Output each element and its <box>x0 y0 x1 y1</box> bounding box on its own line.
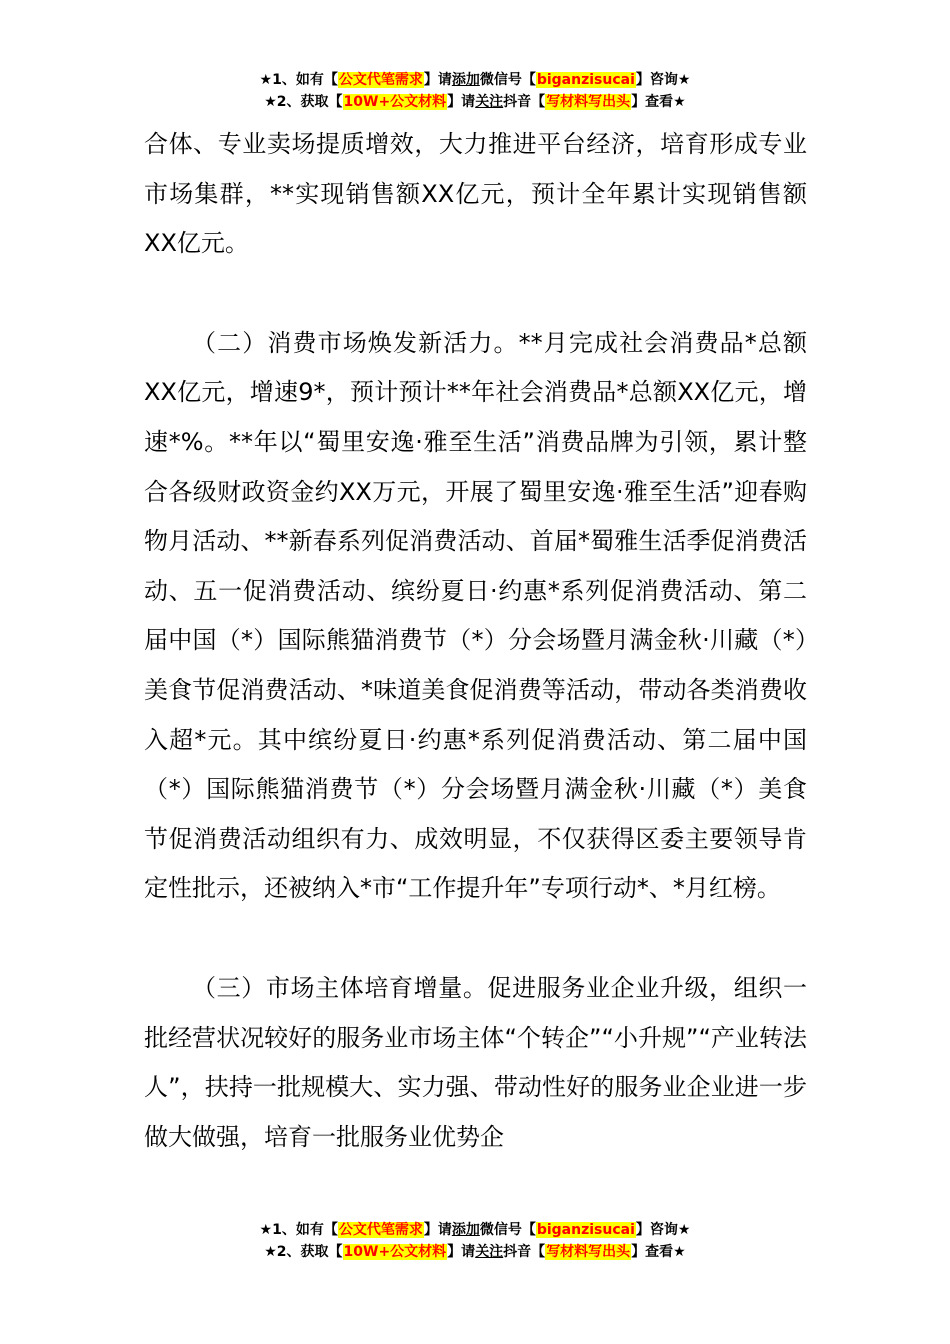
banner-emphasis: 添加 <box>451 1222 480 1238</box>
banner-line-2 <box>0 1241 950 1263</box>
banner-emphasis: 关注 <box>475 1244 504 1260</box>
banner-text: 】咨询★ <box>635 72 691 88</box>
banner-emphasis: 关注 <box>475 94 504 110</box>
banner-emphasis: 添加 <box>451 72 480 88</box>
banner-line-1 <box>0 1219 950 1241</box>
highlight-badge: 10W+公文材料 <box>343 1244 447 1260</box>
banner-text: 】咨询★ <box>635 1222 691 1238</box>
banner-text: 抖音【 <box>503 1244 546 1260</box>
paragraph-spacer <box>144 914 807 964</box>
douyin-id-badge: 写材料写出头 <box>546 94 631 110</box>
footer-banner <box>0 1219 950 1263</box>
paragraph-spacer <box>144 269 807 319</box>
highlight-badge: 公文代笔需求 <box>338 1222 423 1238</box>
banner-text: ★2、获取【 <box>264 1244 343 1260</box>
paragraph-consumer-market: （二）消费市场焕发新活力。**月完成社会消费品*总额XX亿元，增速9*，预计预计**年社会消费品*总额XX亿元，增速*%。**年以“蜀里安逸·雅至生活”消费品牌为引领，累计整合各级财政资金约XX万元，开展了蜀里安逸·雅至生活”迎春购物月活动、**新春系列促消费活动、首届*蜀雅生活季促消费活动、五一促消费活动、缤纷夏日·约惠*系列促消费活动、第二届中国（*）国际熊猫消费节（*）分会场暨月满金秋·川藏（*）美食节促消费活动、*味道美食促消费等活动，带动各类消费收入超*元。其中缤纷夏日·约惠*系列促消费活动、第二届中国（*）国际熊猫消费节（*）分会场暨月满金秋·川藏（*）美食节促消费活动组织有力、成效明显，不仅获得区委主要领导肯定性批示，还被纳入*市“工作提升年”专项行动*、*月红榜。 <box>144 328 807 903</box>
wechat-id-badge: biganzisucai <box>536 72 635 88</box>
douyin-id-badge: 写材料写出头 <box>546 1244 631 1260</box>
banner-text: ★2、获取【 <box>264 94 343 110</box>
document-body <box>144 120 807 1162</box>
wechat-id-badge: biganzisucai <box>536 1222 635 1238</box>
banner-text: 】请 <box>447 1244 476 1260</box>
header-banner <box>0 69 950 113</box>
banner-text: 微信号【 <box>479 72 536 88</box>
banner-text: ★1、如有【 <box>259 1222 338 1238</box>
banner-text: 】请 <box>423 72 452 88</box>
banner-text: 】请 <box>423 1222 452 1238</box>
banner-line-2 <box>0 91 950 113</box>
highlight-badge: 公文代笔需求 <box>338 72 423 88</box>
banner-text: 】查看★ <box>631 1244 686 1260</box>
paragraph-continuation: 合体、专业卖场提质增效，大力推进平台经济，培育形成专业市场集群，**实现销售额XX亿元，预计全年累计实现销售额XX亿元。 <box>144 130 807 258</box>
banner-text: 】请 <box>447 94 476 110</box>
banner-text: 微信号【 <box>479 1222 536 1238</box>
banner-text: 】查看★ <box>631 94 686 110</box>
paragraph-market-entities: （三）市场主体培育增量。促进服务业企业升级，组织一批经营状况较好的服务业市场主体“个转企”“小升规”“产业转法人”，扶持一批规模大、实力强、带动性好的服务业企业进一步做大做强，培育一批服务业优势企 <box>144 973 807 1151</box>
banner-text: ★1、如有【 <box>259 72 338 88</box>
highlight-badge: 10W+公文材料 <box>343 94 447 110</box>
banner-text: 抖音【 <box>503 94 546 110</box>
banner-line-1 <box>0 69 950 91</box>
